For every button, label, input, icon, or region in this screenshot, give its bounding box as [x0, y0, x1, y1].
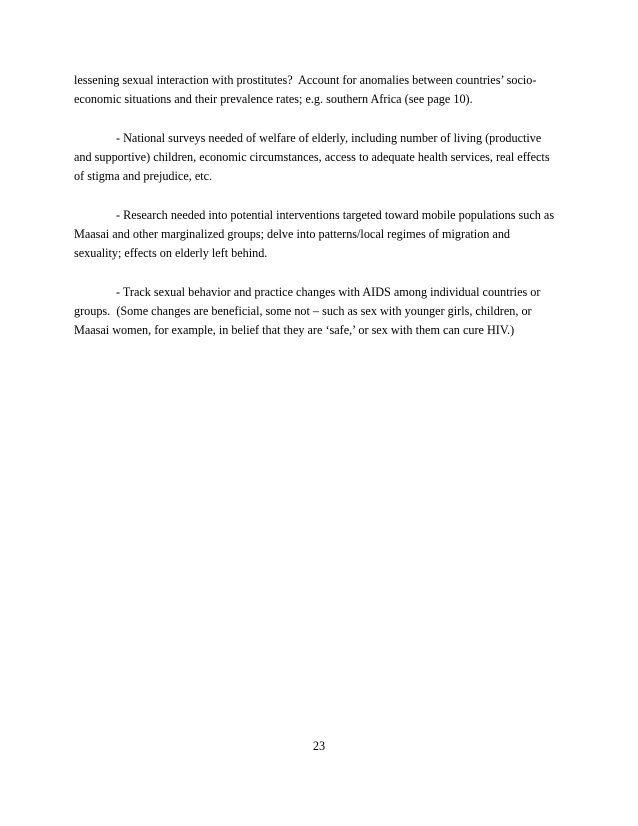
text-line: groups. (Some changes are beneficial, some not – such as sex with younger girls, children, or: [74, 304, 532, 318]
text-line: - National surveys needed of welfare of elderly, including number of living (productive: [116, 131, 542, 145]
text-line: - Track sexual behavior and practice changes with AIDS among individual countries or: [116, 285, 541, 299]
text-line: Maasai and other marginalized groups; delve into patterns/local regimes of migration and: [74, 227, 511, 241]
text-line: - Research needed into potential interventions targeted toward mobile populations such as: [116, 208, 555, 222]
text-line: Maasai women, for example, in belief that they are ‘safe,’ or sex with them can cure HIV.): [74, 323, 515, 337]
text-line: lessening sexual interaction with prostitutes? Account for anomalies between countries’ socio-: [74, 73, 537, 87]
text-line: of stigma and prejudice, etc.: [74, 169, 213, 183]
text-line: sexuality; effects on elderly left behind.: [74, 246, 268, 260]
page-number: 23: [312, 739, 326, 753]
paragraph-mobile-populations: [74, 206, 570, 263]
paragraph-continuation: [74, 71, 570, 109]
paragraph-elderly-surveys: [74, 129, 570, 186]
paragraph-sexual-behavior: [74, 283, 570, 340]
text-line: economic situations and their prevalence rates; e.g. southern Africa (see page 10).: [74, 92, 473, 106]
text-line: and supportive) children, economic circumstances, access to adequate health services, real effects: [74, 150, 550, 164]
body-text: [74, 71, 570, 360]
